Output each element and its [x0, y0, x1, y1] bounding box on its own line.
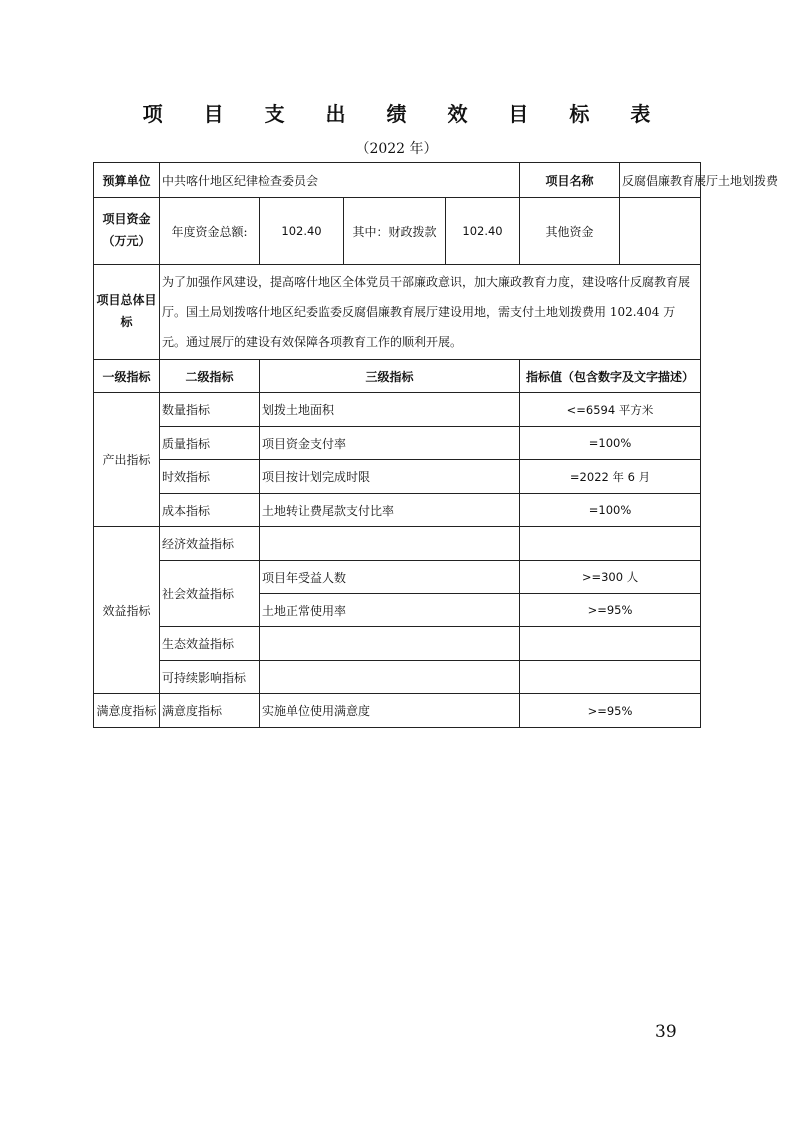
level3-cell: 项目年受益人数: [260, 561, 520, 594]
value-cell: >=95%: [520, 694, 701, 728]
value-cell: >=95%: [520, 594, 701, 627]
value-cell: >=300 人: [520, 561, 701, 594]
level3-cell: 划拨土地面积: [260, 393, 520, 427]
satisfaction-indicator-cell: 满意度指标: [94, 694, 160, 728]
table-row: [94, 527, 701, 561]
level2-cell: 成本指标: [160, 494, 260, 527]
benefit-indicator-cell: 效益指标: [94, 527, 160, 694]
fiscal-appropriation-value: 102.40: [446, 198, 520, 265]
output-indicator-cell: 产出指标: [94, 393, 160, 527]
funds-label-line2: （万元）: [102, 234, 151, 248]
column-header-row: [94, 360, 701, 393]
table-row: [94, 561, 701, 594]
annual-total-label: 年度资金总额:: [160, 198, 260, 265]
year-subtitle: （2022 年）: [355, 141, 438, 157]
table-row: [94, 460, 701, 494]
table-row: [94, 694, 701, 728]
funds-row: [94, 198, 701, 265]
performance-target-table: [93, 162, 779, 728]
level2-cell: 经济效益指标: [160, 527, 260, 561]
level3-cell: 项目资金支付率: [260, 427, 520, 460]
table-row: [94, 393, 701, 427]
overall-goal-text: 为了加强作风建设，提高喀什地区全体党员干部廉政意识，加大廉政教育力度，建设喀什反腐教育展厅。国土局划拨喀什地区纪委监委反腐倡廉教育展厅建设用地，需支付土地划拨费用 102.404 万元。通过展厅的建设有效保障各项教育工作的顺利开展。: [160, 265, 701, 360]
col-level2-header: 二级指标: [160, 360, 260, 393]
fiscal-appropriation-label: 其中：财政拨款: [344, 198, 446, 265]
other-funds-value: [620, 198, 701, 265]
budget-unit-label: 预算单位: [94, 163, 160, 198]
table-row: [94, 661, 701, 694]
level3-cell: 土地转让费尾款支付比率: [260, 494, 520, 527]
overall-goal-row: [94, 265, 701, 360]
funds-label-line1: 项目资金: [102, 212, 151, 227]
project-name-value: 反腐倡廉教育展厅土地划拨费: [620, 163, 701, 198]
level3-cell: [260, 527, 520, 561]
value-cell: <=6594 平方米: [520, 393, 701, 427]
value-cell: [520, 527, 701, 561]
table-row: [94, 494, 701, 527]
level3-cell: [260, 627, 520, 661]
table-row: [94, 427, 701, 460]
level3-cell: 项目按计划完成时限: [260, 460, 520, 494]
value-cell: =2022 年 6 月: [520, 460, 701, 494]
value-cell: [520, 627, 701, 661]
funds-label: [94, 198, 160, 265]
col-value-header: 指标值（包含数字及文字描述）: [520, 360, 701, 393]
level2-cell: 可持续影响指标: [160, 661, 260, 694]
level2-cell: 质量指标: [160, 427, 260, 460]
page-number: 39: [655, 1022, 677, 1042]
table-row: [94, 627, 701, 661]
level2-cell: 生态效益指标: [160, 627, 260, 661]
overall-goal-label-line1: 项目总体目: [96, 293, 157, 308]
overall-goal-label-line2: 标: [120, 315, 133, 329]
level3-cell: 实施单位使用满意度: [260, 694, 520, 728]
value-cell: =100%: [520, 494, 701, 527]
budget-unit-value: 中共喀什地区纪律检查委员会: [160, 163, 520, 198]
level2-cell: 数量指标: [160, 393, 260, 427]
other-funds-label: 其他资金: [520, 198, 620, 265]
project-name-label: 项目名称: [520, 163, 620, 198]
annual-total-value: 102.40: [260, 198, 344, 265]
level2-cell: 满意度指标: [160, 694, 260, 728]
page-title: 项 目 支 出 绩 效 目 标 表: [142, 102, 668, 126]
header-row: [94, 163, 701, 198]
level3-cell: [260, 661, 520, 694]
level2-cell: 社会效益指标: [160, 561, 260, 627]
value-cell: =100%: [520, 427, 701, 460]
col-level3-header: 三级指标: [260, 360, 520, 393]
level3-cell: 土地正常使用率: [260, 594, 520, 627]
level2-cell: 时效指标: [160, 460, 260, 494]
value-cell: [520, 661, 701, 694]
overall-goal-label: [94, 265, 160, 360]
col-level1-header: 一级指标: [94, 360, 160, 393]
